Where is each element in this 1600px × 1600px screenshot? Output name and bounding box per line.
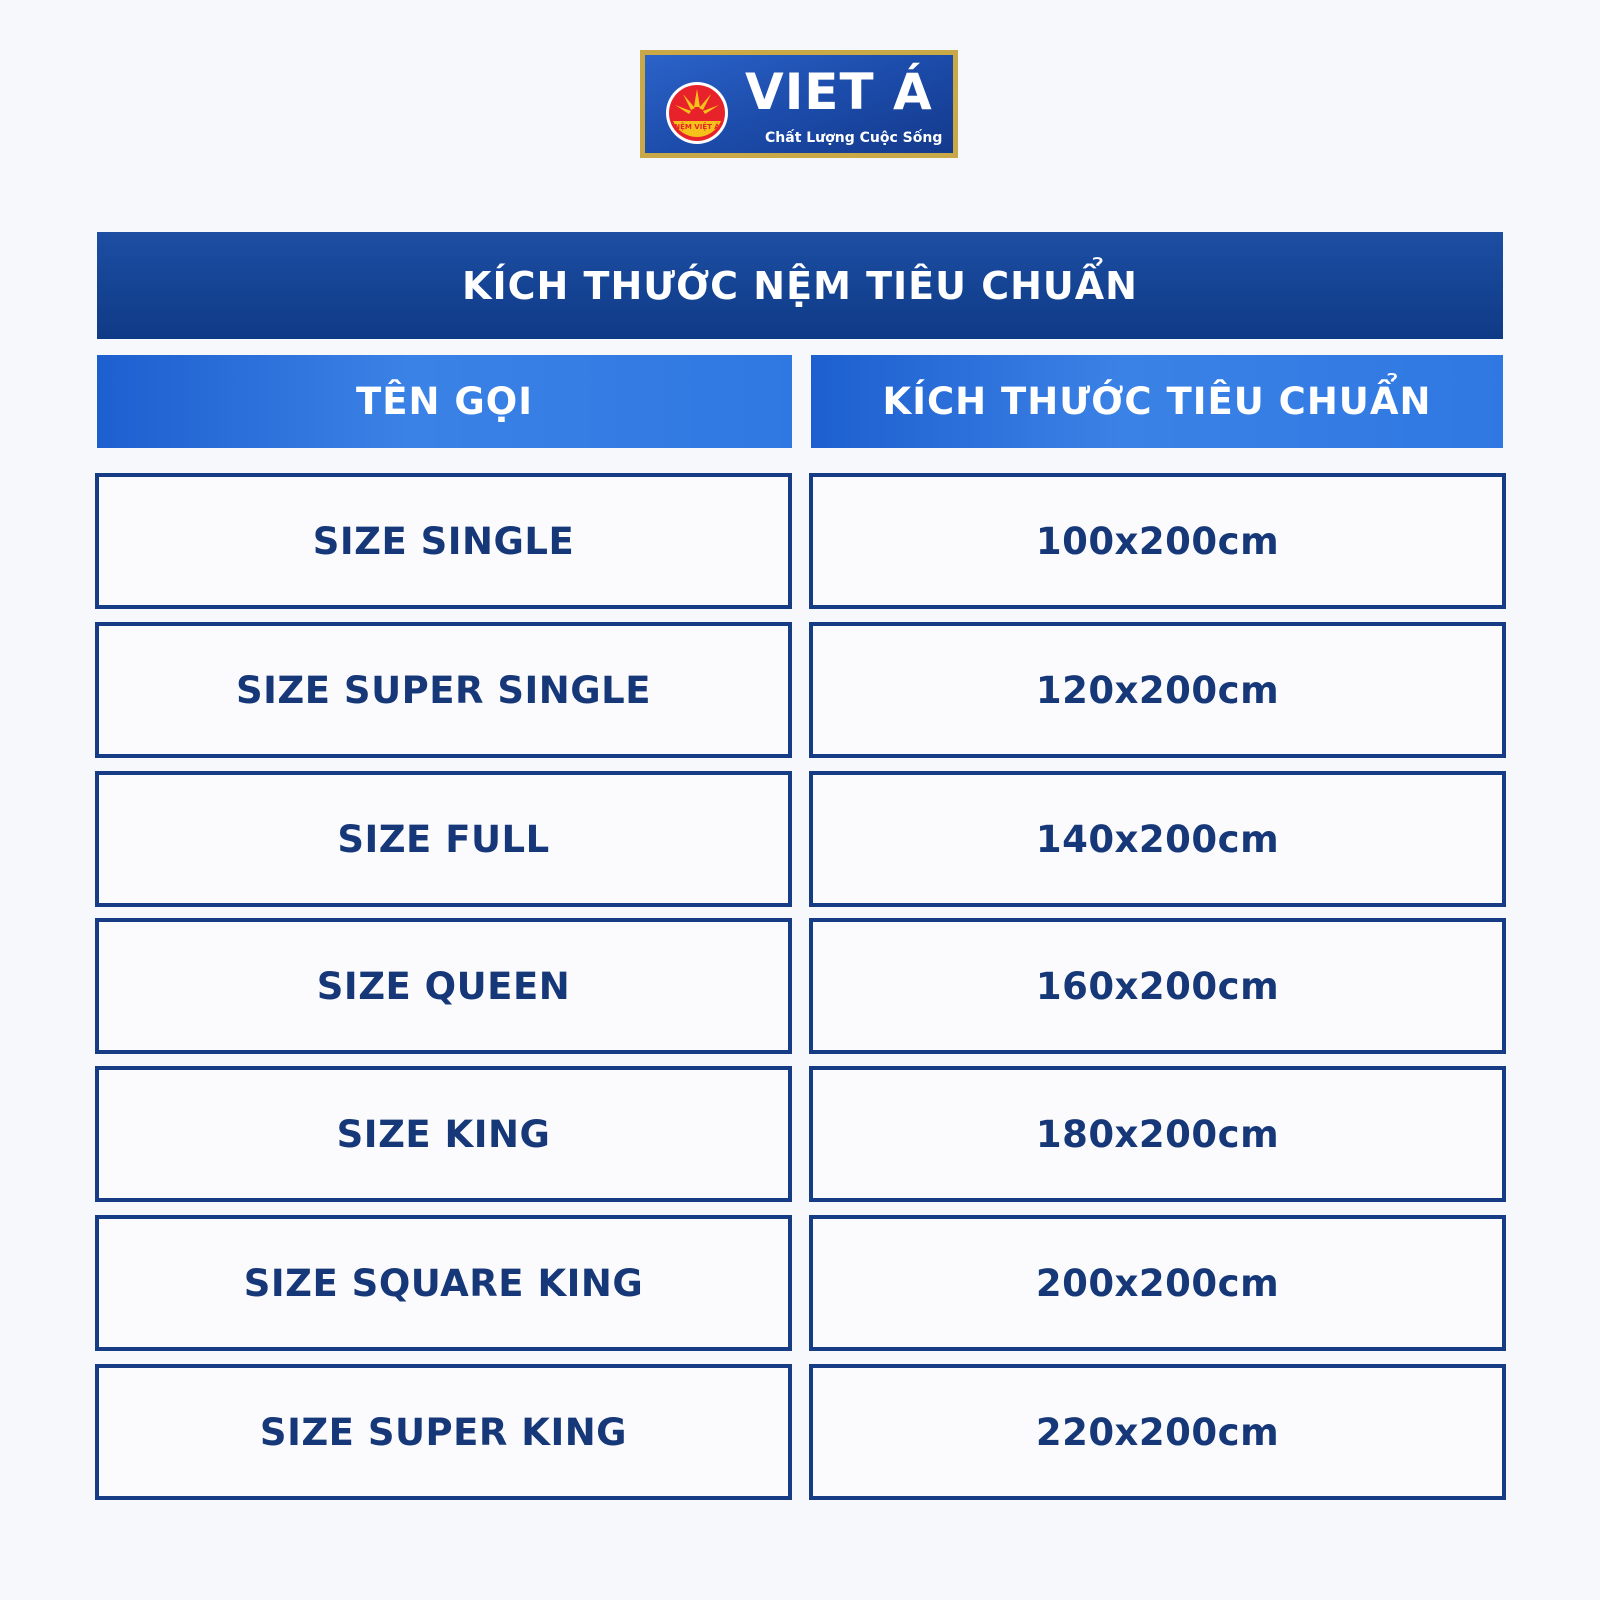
size-name-cell: SIZE SQUARE KING xyxy=(95,1215,792,1351)
brand-logo xyxy=(640,50,958,158)
brand-name: VIET Á xyxy=(745,63,933,121)
size-dimension-cell: 220x200cm xyxy=(809,1364,1506,1500)
emblem-text: NỆM VIỆT Á xyxy=(674,123,720,131)
column-header-name: TÊN GỌI xyxy=(97,355,792,448)
table-row xyxy=(95,771,1506,907)
size-name-cell: SIZE FULL xyxy=(95,771,792,907)
table-row xyxy=(95,918,1506,1054)
size-name-cell: SIZE SUPER KING xyxy=(95,1364,792,1500)
table-row xyxy=(95,1215,1506,1351)
table-row xyxy=(95,622,1506,758)
size-dimension-cell: 100x200cm xyxy=(809,473,1506,609)
table-title: KÍCH THƯỚC NỆM TIÊU CHUẨN xyxy=(97,232,1503,339)
size-name-cell: SIZE SINGLE xyxy=(95,473,792,609)
column-header-size: KÍCH THƯỚC TIÊU CHUẨN xyxy=(811,355,1503,448)
sunrise-emblem-icon xyxy=(665,81,729,145)
size-name-cell: SIZE KING xyxy=(95,1066,792,1202)
size-dimension-cell: 160x200cm xyxy=(809,918,1506,1054)
size-name-cell: SIZE QUEEN xyxy=(95,918,792,1054)
size-dimension-cell: 180x200cm xyxy=(809,1066,1506,1202)
size-name-cell: SIZE SUPER SINGLE xyxy=(95,622,792,758)
table-row xyxy=(95,473,1506,609)
table-row xyxy=(95,1066,1506,1202)
size-dimension-cell: 200x200cm xyxy=(809,1215,1506,1351)
size-dimension-cell: 120x200cm xyxy=(809,622,1506,758)
size-dimension-cell: 140x200cm xyxy=(809,771,1506,907)
table-row xyxy=(95,1364,1506,1500)
brand-slogan: Chất Lượng Cuộc Sống xyxy=(765,130,943,146)
